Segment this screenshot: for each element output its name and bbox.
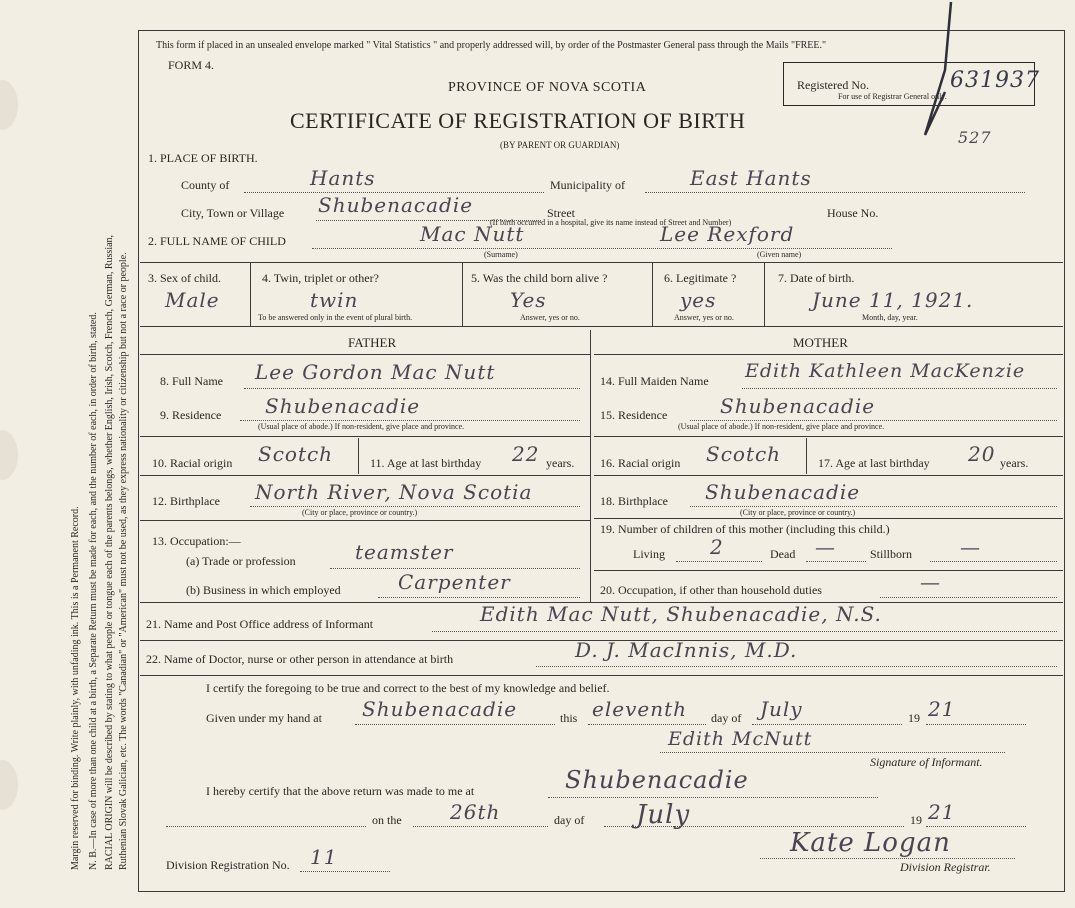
form-number: FORM 4. — [168, 58, 215, 72]
father-name-value: Lee Gordon Mac Nutt — [255, 360, 496, 384]
mother-occupation-label: 20. Occupation, if other than household duties — [600, 583, 822, 597]
father-birthplace-label: 12. Birthplace — [152, 494, 220, 508]
mother-heading: MOTHER — [793, 335, 848, 350]
field-line — [880, 597, 1057, 598]
punch-hole — [0, 760, 18, 810]
father-heading: FATHER — [348, 335, 397, 350]
side-note-1: Margin reserved for binding. Write plainly, with unfading ink. This is a Permanent Record. — [70, 506, 81, 870]
field-line — [330, 568, 580, 569]
mother-res-label: 15. Residence — [600, 408, 668, 422]
alive-label: 5. Was the child born alive ? — [471, 271, 608, 285]
side-note-3: RACIAL ORIGIN will be described by stating to what people or tongue each of the parents belongs, whether English, Irish, Scotch, French, German, Russian, — [104, 234, 115, 870]
field-line — [240, 420, 580, 421]
city-value: Shubenacadie — [318, 193, 474, 217]
registered-label: Registered No. — [797, 78, 869, 92]
father-birthplace-note: (City or place, province or country.) — [302, 508, 418, 517]
rule — [140, 675, 1063, 676]
rule — [250, 262, 251, 326]
field-line — [926, 724, 1026, 725]
day-of-label-2: day of — [554, 813, 585, 827]
return-month: July — [636, 800, 691, 830]
rule — [140, 520, 590, 521]
city-label: City, Town or Village — [181, 206, 285, 220]
county-value: Hants — [310, 166, 376, 190]
field-line — [742, 388, 1057, 389]
business-label: (b) Business in which employed — [186, 583, 341, 597]
field-line — [752, 724, 902, 725]
father-res-label: 9. Residence — [160, 408, 222, 422]
children-label: 19. Number of children of this mother (including this child.) — [600, 522, 890, 536]
child-name-label: 2. FULL NAME OF CHILD — [148, 234, 286, 248]
registrar-signature: Kate Logan — [790, 828, 951, 858]
return-label: I hereby certify that the above return was made to me at — [206, 784, 475, 798]
municipality-label: Municipality of — [550, 178, 625, 192]
municipality-line — [645, 192, 1025, 193]
return-year: 21 — [928, 800, 956, 824]
mother-age-value: 20 — [968, 442, 996, 466]
mother-birthplace-label: 18. Birthplace — [600, 494, 668, 508]
informant-value: Edith Mac Nutt, Shubenacadie, N.S. — [480, 602, 882, 626]
sex-value: Male — [165, 288, 220, 312]
punch-hole — [0, 430, 18, 480]
rule — [358, 438, 359, 474]
field-line — [588, 724, 706, 725]
twin-note: To be answered only in the event of plural birth. — [258, 313, 413, 322]
rule — [594, 518, 1063, 519]
father-age-value: 22 — [512, 442, 540, 466]
dob-value: June 11, 1921. — [812, 288, 974, 312]
alive-value: Yes — [510, 288, 547, 312]
trade-label: (a) Trade or profession — [186, 554, 296, 568]
street-label: Street — [547, 206, 575, 220]
registrar-caption: Division Registrar. — [900, 860, 991, 874]
year-prefix-2: 19 — [910, 813, 922, 827]
mother-res-note: (Usual place of abode.) If non-resident, give place and province. — [678, 422, 885, 431]
field-line — [930, 561, 1057, 562]
mother-age-label: 17. Age at last birthday — [818, 456, 930, 470]
legitimate-value: yes — [680, 288, 717, 312]
field-line — [166, 826, 366, 827]
living-value: 2 — [710, 535, 724, 559]
field-line — [355, 724, 555, 725]
certificate-title: CERTIFICATE OF REGISTRATION OF BIRTH — [290, 108, 746, 133]
signature-line — [760, 858, 1015, 859]
rule — [594, 436, 1063, 437]
father-occupation-label: 13. Occupation:— — [152, 534, 241, 548]
mother-birthplace-value: Shubenacadie — [705, 480, 861, 504]
rule — [594, 354, 1063, 355]
rule — [140, 436, 590, 437]
side-note-2: N. B.—In case of more than one child at a birth, a Separate Return must be made for each, and the number of each, in order of birth, stated. — [88, 312, 99, 870]
certificate-subtitle: (BY PARENT OR GUARDIAN) — [500, 140, 620, 150]
mother-years: years. — [1000, 456, 1029, 470]
field-line — [926, 826, 1026, 827]
father-race-value: Scotch — [258, 442, 334, 466]
dead-label: Dead — [770, 547, 796, 561]
stillborn-value: — — [960, 535, 981, 559]
field-line — [244, 388, 580, 389]
mother-race-label: 16. Racial origin — [600, 456, 681, 470]
field-line — [806, 561, 866, 562]
rule — [140, 262, 1063, 263]
legitimate-note: Answer, yes or no. — [674, 313, 734, 322]
twin-value: twin — [310, 288, 359, 312]
return-place: Shubenacadie — [565, 766, 749, 794]
child-surname: Mac Nutt — [420, 222, 525, 246]
mother-race-value: Scotch — [706, 442, 782, 466]
registrar-note: For use of Registrar General only. — [838, 92, 947, 101]
rule — [806, 438, 807, 474]
year-prefix: 19 — [908, 711, 920, 725]
rule — [140, 326, 1063, 327]
side-note-4: Ruthenian Slovak Galician, etc. The words "Canadian" or "American" must not be used, as they express nationality or citizenship but not a race or people. — [118, 252, 129, 870]
given-caption: (Given name) — [757, 250, 802, 259]
sex-label: 3. Sex of child. — [148, 271, 221, 285]
rule — [140, 354, 590, 355]
mother-name-value: Edith Kathleen MacKenzie — [745, 360, 1026, 382]
stillborn-label: Stillborn — [870, 547, 913, 561]
father-race-label: 10. Racial origin — [152, 456, 233, 470]
mother-birthplace-note: (City or place, province or country.) — [740, 508, 856, 517]
county-label: County of — [181, 178, 230, 192]
field-line — [690, 420, 1057, 421]
place-heading: 1. PLACE OF BIRTH. — [148, 151, 258, 165]
trade-value: teamster — [355, 540, 454, 564]
father-birthplace-value: North River, Nova Scotia — [255, 480, 533, 504]
alive-note: Answer, yes or no. — [520, 313, 580, 322]
rule — [764, 262, 765, 326]
field-line — [548, 797, 878, 798]
mother-res-value: Shubenacadie — [720, 394, 876, 418]
rule — [140, 475, 590, 476]
doctor-label: 22. Name of Doctor, nurse or other person in attendance at birth — [146, 652, 454, 666]
month-value: July — [760, 697, 803, 721]
house-label: House No. — [827, 206, 879, 220]
field-line — [432, 631, 1057, 632]
twin-label: 4. Twin, triplet or other? — [262, 271, 379, 285]
this-label: this — [560, 711, 578, 725]
check-mark-stroke — [915, 0, 955, 140]
punch-hole — [0, 80, 18, 130]
field-line — [413, 826, 548, 827]
field-line — [378, 597, 580, 598]
father-res-note: (Usual place of abode.) If non-resident, give place and province. — [258, 422, 465, 431]
year-value: 21 — [928, 697, 956, 721]
father-age-label: 11. Age at last birthday — [370, 456, 482, 470]
field-line — [536, 666, 1057, 667]
informant-signature: Edith McNutt — [668, 728, 813, 750]
municipality-value: East Hants — [690, 166, 812, 190]
surname-caption: (Surname) — [484, 250, 518, 259]
father-name-label: 8. Full Name — [160, 374, 223, 388]
hospital-note: (If birth occurred in a hospital, give its name instead of Street and Number) — [490, 218, 732, 227]
dob-note: Month, day, year. — [862, 313, 918, 322]
signature-line — [660, 752, 1005, 753]
rule — [590, 330, 591, 602]
postal-notice: This form if placed in an unsealed envelope marked " Vital Statistics " and properly addressed will, by order of the Postmaster General pass through the Mails "FREE." — [156, 40, 827, 51]
field-line — [690, 506, 1057, 507]
corner-number: 527 — [958, 128, 992, 147]
division-label: Division Registration No. — [166, 858, 290, 872]
registered-number: 631937 — [950, 68, 1040, 93]
father-res-value: Shubenacadie — [265, 394, 421, 418]
return-day: 26th — [450, 800, 501, 824]
rule — [462, 262, 463, 326]
province-heading: PROVINCE OF NOVA SCOTIA — [448, 80, 647, 95]
division-value: 11 — [310, 845, 338, 869]
on-the-label: on the — [372, 813, 402, 827]
field-line — [676, 561, 762, 562]
day-of-label: day of — [711, 711, 742, 725]
rule — [594, 570, 1063, 571]
living-label: Living — [633, 547, 665, 561]
field-line — [250, 506, 580, 507]
rule — [594, 475, 1063, 476]
given-place: Shubenacadie — [362, 697, 518, 721]
legitimate-label: 6. Legitimate ? — [664, 271, 737, 285]
child-name-line — [312, 248, 892, 249]
given-label: Given under my hand at — [206, 711, 322, 725]
rule — [652, 262, 653, 326]
business-value: Carpenter — [398, 570, 511, 594]
doctor-value: D. J. MacInnis, M.D. — [575, 638, 798, 662]
mother-occupation-value: — — [920, 570, 941, 594]
dead-value: — — [815, 535, 836, 559]
dob-label: 7. Date of birth. — [778, 271, 855, 285]
informant-sig-caption: Signature of Informant. — [870, 755, 983, 769]
child-given-name: Lee Rexford — [660, 222, 795, 246]
day-value: eleventh — [592, 697, 688, 721]
informant-label: 21. Name and Post Office address of Informant — [146, 617, 374, 631]
father-years: years. — [546, 456, 575, 470]
field-line — [604, 826, 904, 827]
field-line — [300, 871, 390, 872]
mother-name-label: 14. Full Maiden Name — [600, 374, 709, 388]
certify-statement: I certify the foregoing to be true and correct to the best of my knowledge and belief. — [206, 681, 610, 695]
